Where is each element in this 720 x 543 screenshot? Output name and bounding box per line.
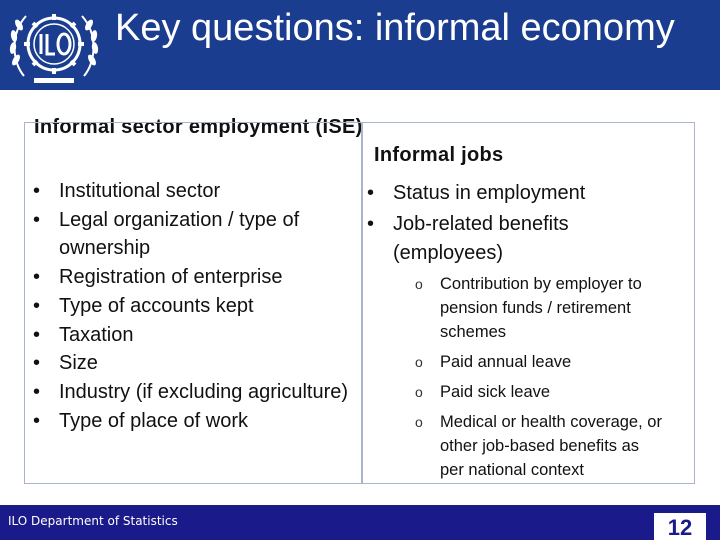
benefits-sublist [415, 272, 667, 482]
left-column-box [24, 122, 363, 484]
list-item-text: Size [59, 352, 98, 375]
list-item-text: Type of place of work [59, 409, 248, 432]
sublist-item-text: Contribution by employer to pension funds / retirement schemes [440, 275, 642, 341]
list-item: • Registration of enterprise [33, 266, 283, 289]
list-item: • Taxation [33, 323, 134, 346]
sublist-item-text: Paid sick leave [440, 383, 551, 401]
list-item-text: Registration of enterprise [59, 266, 283, 289]
page-number: 12 [654, 513, 706, 543]
left-column-heading: Informal sector employment (ISE) [34, 116, 363, 138]
list-item: • Type of accounts kept [33, 294, 254, 317]
list-item: • Industry (if excluding agriculture) [33, 380, 349, 403]
slide-header [0, 0, 720, 90]
list-item-text: Industry (if excluding agriculture) [59, 380, 349, 403]
list-item-text: Institutional sector [59, 180, 221, 202]
list-item: • Job-related benefits (employees) o Contribution by employer to pension funds / retirement schemes o Paid annual leave o Paid sick leave o Medical or health coverage, or other job-based benefits as per national context [367, 210, 667, 482]
slide-title: Key questions: informal economy [115, 7, 675, 49]
sublist-item-text: Medical or health coverage, or other job-based benefits as per national context [440, 413, 662, 479]
list-item-text: Status in employment [393, 182, 586, 204]
list-item-text: Taxation [59, 323, 134, 346]
list-item-text: Type of accounts kept [59, 294, 254, 317]
list-item: • Size [33, 352, 98, 375]
sublist-item-text: Paid annual leave [440, 353, 572, 371]
list-item: • Type of place of work [33, 409, 248, 432]
footer-department: ILO Department of Statistics [8, 514, 178, 528]
sublist-item: o Medical or health coverage, or other job-based benefits as per national context [415, 413, 662, 479]
slide-footer [0, 505, 720, 540]
right-column-box [361, 122, 695, 484]
list-item-text: Legal organization / type of ownership [59, 208, 300, 260]
right-column-heading: Informal jobs [374, 144, 504, 166]
list-item: • Legal organization / type of ownership [33, 208, 300, 260]
list-item: • Institutional sector [33, 180, 221, 202]
left-criteria-list [33, 177, 353, 435]
sublist-item: o Paid annual leave [415, 353, 572, 371]
sublist-item: o Contribution by employer to pension funds / retirement schemes [415, 275, 642, 341]
ilo-logo-icon [4, 4, 104, 86]
sublist-item: o Paid sick leave [415, 383, 551, 401]
list-item-text: Job-related benefits (employees) [393, 213, 569, 264]
list-item: • Status in employment [367, 182, 586, 204]
right-criteria-list [367, 177, 667, 488]
